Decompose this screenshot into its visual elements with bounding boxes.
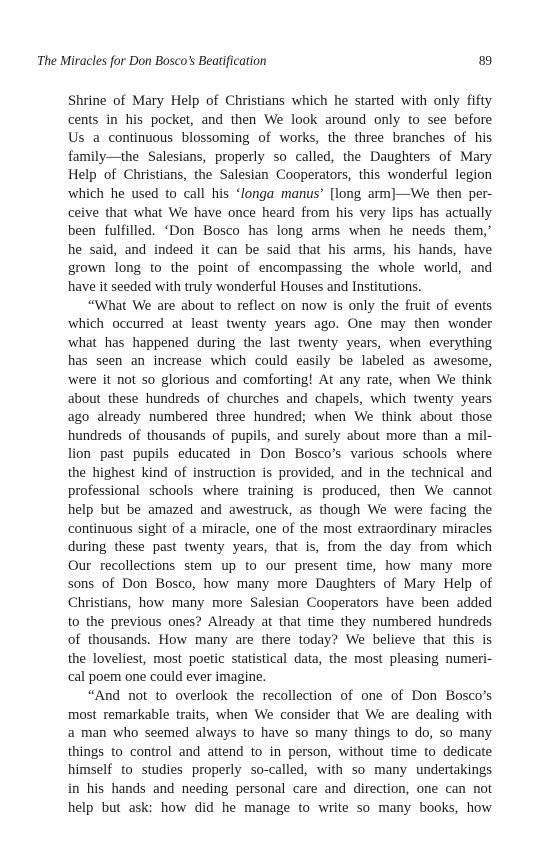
text-line: to the previous ones? Already at that time they numbered hundreds — [68, 613, 492, 630]
text-line: ceive that what We have once heard from his very lips has actually — [68, 204, 492, 221]
text-line: the loveliest, most poetic statistical data, the most pleasing numeri- — [68, 650, 492, 667]
text-line: he said, and indeed it can be said that his arms, his hands, have — [68, 241, 492, 258]
text-line: during these past twenty years, that is, from the day from which — [68, 539, 492, 556]
text-line: continuous sight of a miracle, one of the most extraordinary miracles — [68, 520, 492, 537]
text-line: has seen an increase which could easily be labeled as awesome, — [68, 353, 492, 370]
text-line: which occurred at least twenty years ago. One may then wonder — [68, 316, 492, 333]
text-line: which he used to call his ‘longa manus’ [long arm]—We then per- — [68, 185, 492, 202]
text-line: Help of Christians, the Salesian Cooperators, this wonderful legion — [68, 167, 492, 184]
text-line: been fulfilled. ‘Don Bosco has long arms when he needs them,’ — [68, 223, 492, 240]
text-line: professional schools where training is produced, then We cannot — [68, 483, 492, 500]
text-line: “And not to overlook the recollection of one of Don Bosco’s — [88, 688, 492, 704]
text-line: help but ask: how did he manage to write so many books, how — [68, 799, 492, 816]
text-line: were it not so glorious and comforting! At any rate, when We think — [68, 371, 492, 388]
text-line: family—the Salesians, properly so called, the Daughters of Mary — [68, 148, 492, 165]
body-text — [68, 92, 492, 817]
text-line: “What We are about to reflect on now is only the fruit of events — [88, 297, 492, 314]
text-line: in his hands and needing personal care and direction, one can not — [68, 780, 492, 797]
text-line: sons of Don Bosco, how many more Daughters of Mary Help of — [68, 576, 492, 593]
text-line: Our recollections stem up to our present time, how many more — [68, 557, 492, 574]
text-line: cal poem one could ever imagine. — [68, 669, 267, 686]
text-line: himself to studies properly so-called, with so many undertakings — [68, 762, 492, 779]
text-line: grown long to the point of encompassing the whole world, and — [68, 260, 492, 277]
text-line: of thousands. How many are there today? We believe that this is — [68, 632, 492, 649]
text-line: help but be amazed and awestruck, as though We were facing the — [68, 502, 492, 519]
text-line: cents in his pocket, and then We look around only to see before — [68, 111, 492, 128]
running-header — [37, 53, 492, 73]
text-line: most remarkable traits, when We consider that We are dealing with — [68, 706, 492, 723]
text-line: Shrine of Mary Help of Christians which he started with only fifty — [68, 93, 492, 109]
text-line: things to control and attend to in person, without time to dedicate — [68, 743, 492, 760]
running-title: The Miracles for Don Bosco’s Beatification — [37, 53, 267, 68]
text-line: a man who seemed always to have so many things to do, so many — [68, 725, 492, 742]
text-line: what has happened during the last twenty years, when everything — [68, 334, 492, 351]
text-line: hundreds of thousands of pupils, and surely about more than a mil- — [68, 427, 492, 444]
text-line: about these hundreds of churches and chapels, which twenty years — [68, 390, 492, 407]
text-line: have it seeded with truly wonderful Houses and Institutions. — [68, 278, 422, 295]
text-line: the highest kind of instruction is provided, and in the technical and — [68, 464, 492, 481]
page-number: 89 — [478, 53, 492, 68]
text-line: lion past pupils educated in Don Bosco’s various schools where — [68, 446, 492, 463]
latin-phrase: longa manus — [240, 185, 320, 202]
text-line: ago already numbered three hundred; when We think about those — [68, 409, 492, 426]
text-line: Christians, how many more Salesian Cooperators have been added — [68, 595, 492, 612]
text-line: Us a continuous blossoming of works, the three branches of his — [68, 130, 492, 147]
